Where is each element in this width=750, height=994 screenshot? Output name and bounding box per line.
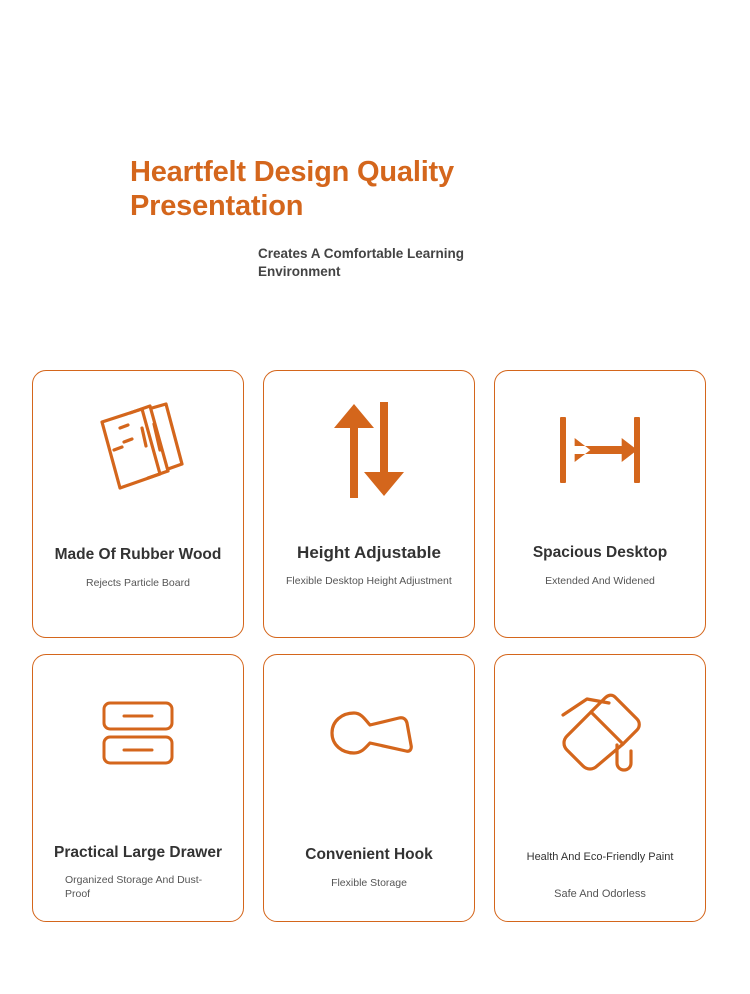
feature-card-title: Convenient Hook [305, 846, 433, 863]
feature-card-height-adjustable [263, 370, 475, 638]
feature-card-desc: Flexible Desktop Height Adjustment [286, 575, 452, 587]
feature-card-title: Practical Large Drawer [53, 844, 222, 861]
drawer-icon [33, 655, 243, 805]
wood-planks-icon [33, 371, 243, 521]
feature-card-desc: Flexible Storage [331, 877, 407, 889]
feature-card-desc: Organized Storage And Dust-Proof [65, 874, 203, 900]
feature-card-desc: Extended And Widened [545, 575, 655, 587]
feature-card-desc: Rejects Particle Board [86, 577, 190, 589]
feature-card-desc: Safe And Odorless [554, 888, 646, 900]
feature-card-title: Health And Eco-Friendly Paint [526, 851, 674, 863]
page-subtitle: Creates A Comfortable Learning Environment [258, 246, 465, 279]
page-title: Heartfelt Design Quality Presentation [130, 156, 454, 222]
up-down-arrows-icon [264, 371, 474, 521]
feature-card-rubber-wood [32, 370, 244, 638]
feature-card-eco-paint [494, 654, 706, 922]
feature-card-hook [263, 654, 475, 922]
feature-card-title: Made Of Rubber Wood [54, 546, 222, 563]
hook-icon [264, 655, 474, 805]
feature-card-title: Spacious Desktop [532, 544, 668, 561]
paint-brush-icon [495, 655, 705, 805]
width-measure-icon [495, 371, 705, 521]
feature-cards-grid [32, 370, 718, 922]
feature-card-title: Height Adjustable [297, 543, 441, 562]
feature-card-spacious-desktop [494, 370, 706, 638]
page-header [0, 155, 750, 281]
feature-card-large-drawer [32, 654, 244, 922]
